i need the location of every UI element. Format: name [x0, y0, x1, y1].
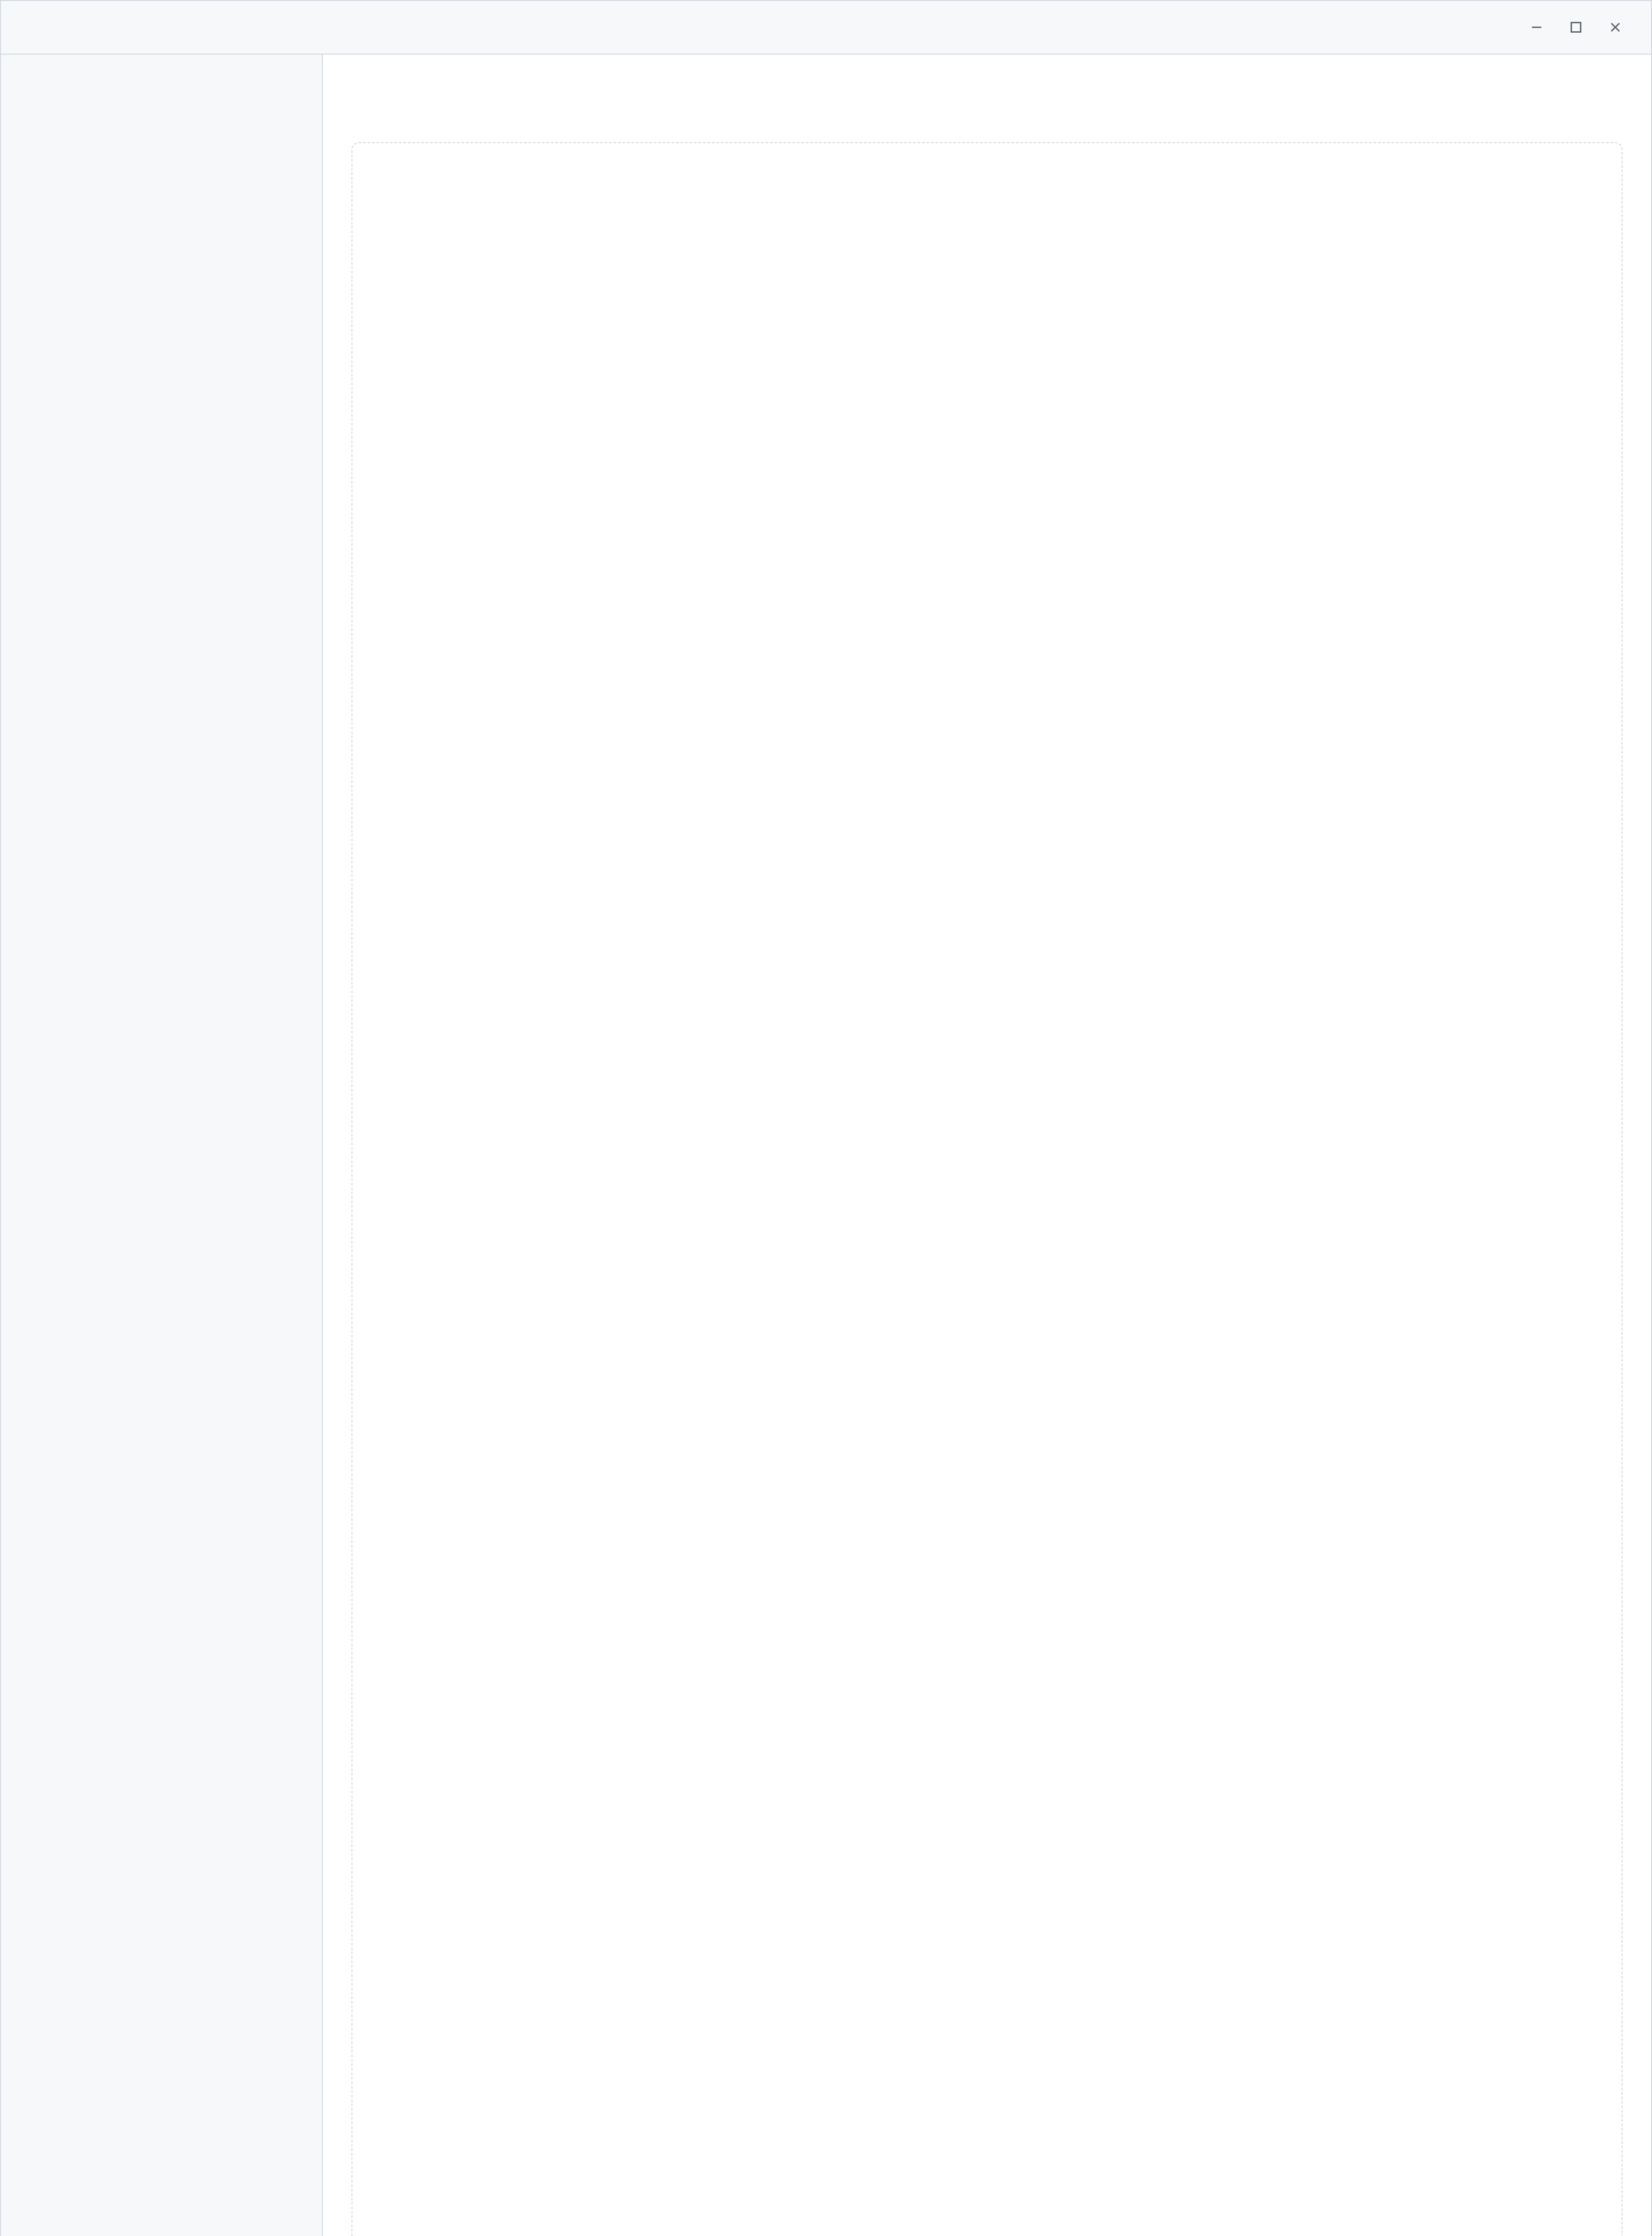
- content-area: [352, 142, 1622, 2236]
- close-button[interactable]: [1601, 13, 1630, 42]
- sidebar: [1, 55, 323, 2236]
- close-icon: [1607, 19, 1623, 35]
- page-title: [352, 83, 1622, 121]
- minimize-icon: [1529, 19, 1545, 35]
- minimize-button[interactable]: [1522, 13, 1551, 42]
- maximize-button[interactable]: [1562, 13, 1590, 42]
- main-content: [323, 55, 1651, 2236]
- maximize-icon: [1568, 19, 1584, 35]
- title-bar: [1, 1, 1651, 55]
- body-row: [1, 55, 1651, 2236]
